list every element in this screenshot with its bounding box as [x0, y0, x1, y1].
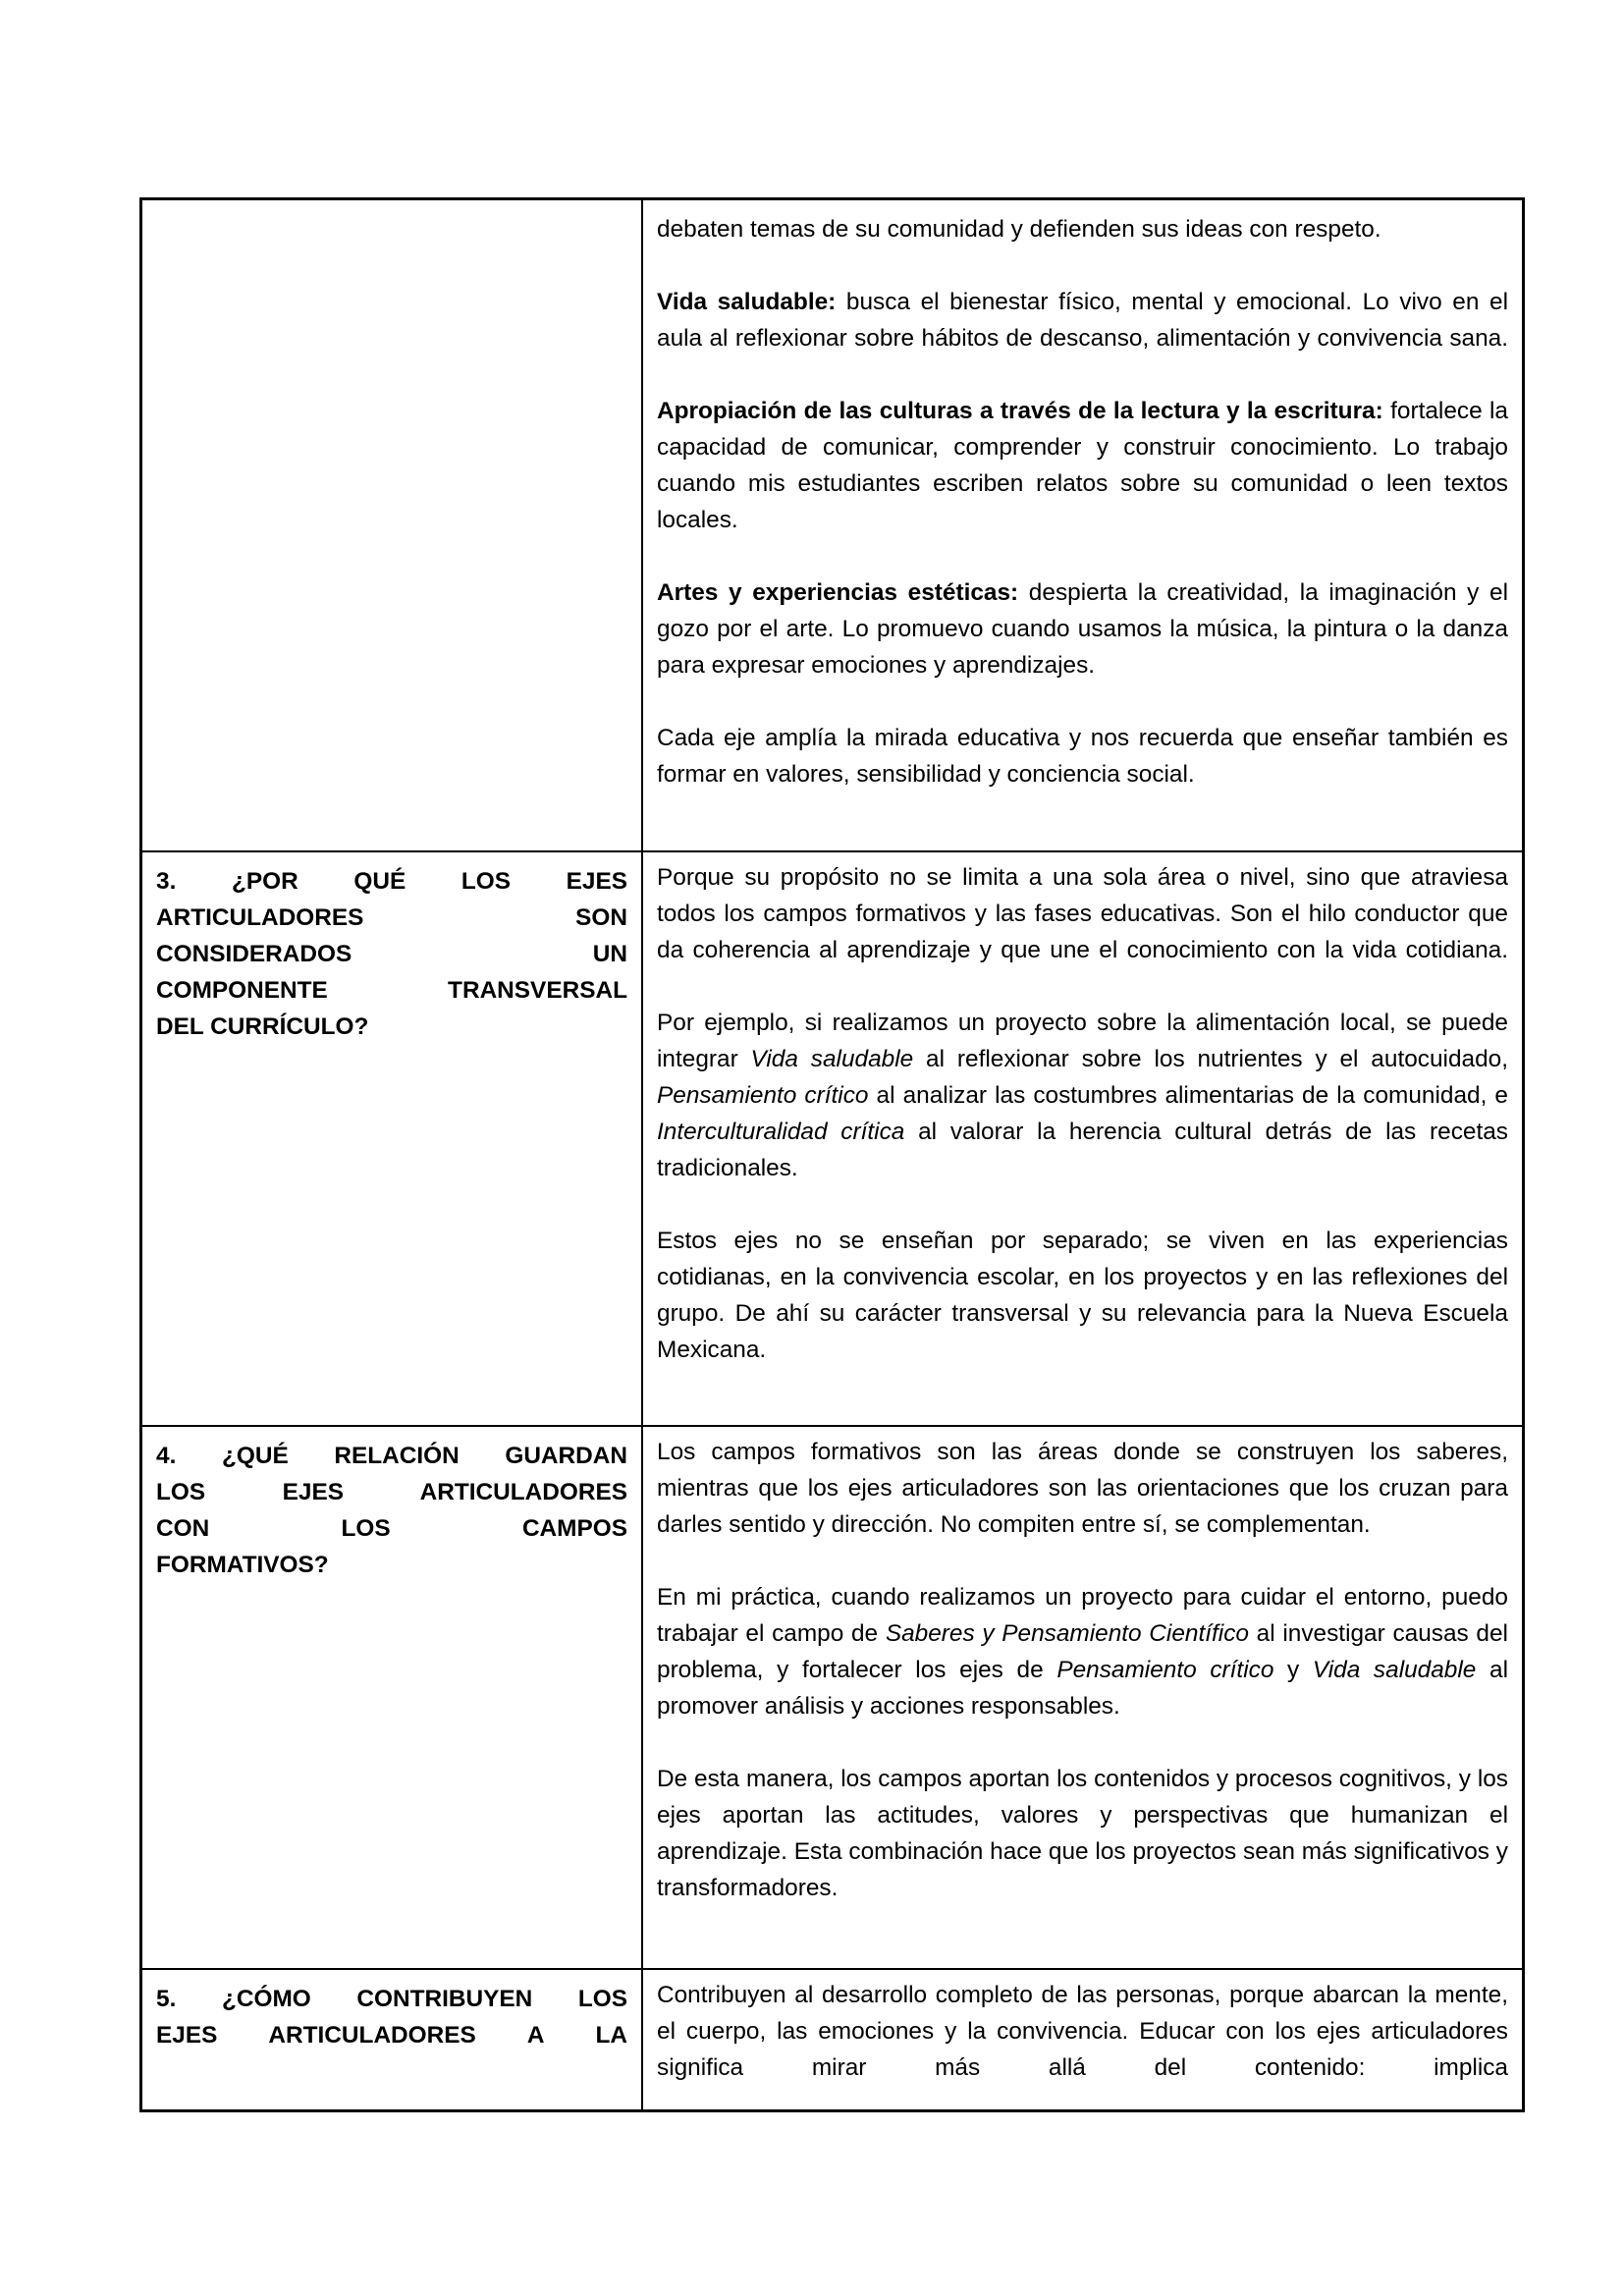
answer-paragraph: De esta manera, los campos aportan los contenidos y procesos cognitivos, y los ejes aportan las actitudes, valores y perspectivas que humanizan el aprendizaje. Esta combinación hace que los proyectos sean más significativos y transformadores. [657, 1766, 1508, 1901]
answer-paragraph [657, 574, 1508, 683]
answer-paragraph: Contribuyen al desarrollo completo de las personas, porque abarcan la mente, el cuerpo, las emociones y la convivencia. Educar con los ejes articuladores significa mirar más allá del contenido: implica [657, 1982, 1508, 2081]
text-run: Por ejemplo, si realizamos un proyecto sobre la alimentación local, se puede integrar [657, 1010, 1508, 1072]
axis-description: busca el bienestar físico, mental y emocional. Lo vivo en el aula al reflexionar sobre hábitos de descanso, alimentación y convivencia sana. [657, 289, 1509, 352]
question-cell [141, 851, 643, 1426]
axis-description: fortalece la capacidad de comunicar, comprender y construir conocimiento. Lo trabajo cuando mis estudiantes escriben relatos sobre su comunidad o leen textos locales. [657, 398, 1508, 533]
table-row [141, 851, 1524, 1426]
question-cell [141, 1426, 643, 1969]
answer-paragraph: Estos ejes no se enseñan por separado; se viven en las experiencias cotidianas, en la convivencia escolar, en los proyectos y en las reflexiones del grupo. De ahí su carácter transversal y su relevancia para la Nueva Escuela Mexicana. [657, 1228, 1508, 1363]
axis-title-artes: Artes y experiencias estéticas: [657, 579, 1019, 606]
text-run: y [1273, 1657, 1313, 1683]
question-text: ARTICULADORES SON [156, 904, 627, 931]
question-text: FORMATIVOS? [156, 1552, 329, 1578]
question-text: EJES ARTICULADORES A LA [156, 2022, 627, 2049]
axis-reference: Vida saludable [750, 1046, 914, 1072]
answer-paragraph: debaten temas de su comunidad y defienden sus ideas con respeto. [657, 216, 1381, 243]
answer-cell [642, 199, 1524, 852]
axis-reference: Vida saludable [1312, 1657, 1477, 1683]
text-run: al analizar las costumbres alimentarias de la comunidad, e [868, 1082, 1508, 1109]
table-row [141, 199, 1524, 852]
question-text: 4. ¿QUÉ RELACIÓN GUARDAN [156, 1443, 627, 1469]
question-text: DEL CURRÍCULO? [156, 1013, 369, 1040]
question-text: 5. ¿CÓMO CONTRIBUYEN LOS [156, 1986, 627, 2012]
text-run: al investigar causas del problema, y fortalecer los ejes de [657, 1620, 1508, 1683]
campo-reference: Saberes y Pensamiento Científico [885, 1620, 1249, 1647]
table-row [141, 1969, 1524, 2111]
question-text: CON LOS CAMPOS [156, 1515, 627, 1542]
answer-paragraph [657, 1579, 1508, 1724]
axis-reference: Pensamiento crítico [657, 1082, 869, 1109]
qa-table [139, 197, 1525, 2112]
answer-paragraph: Porque su propósito no se limita a una sola área o nivel, sino que atraviesa todos los campos formativos y las fases educativas. Son el hilo conductor que da coherencia al aprendizaje y que une el conocimiento con la vida cotidiana. [657, 864, 1508, 963]
text-run: En mi práctica, cuando realizamos un proyecto para cuidar el entorno, puedo trabajar el campo de [657, 1584, 1508, 1647]
answer-paragraph: Cada eje amplía la mirada educativa y nos recuerda que enseñar también es formar en valores, sensibilidad y conciencia social. [657, 725, 1508, 788]
text-run: al promover análisis y acciones responsables. [657, 1657, 1508, 1720]
question-cell [141, 199, 643, 852]
question-cell [141, 1969, 643, 2111]
axis-reference: Interculturalidad crítica [657, 1119, 905, 1145]
axis-title-apropiacion-culturas: Apropiación de las culturas a través de la lectura y la escritura: [657, 398, 1383, 424]
answer-paragraph [657, 284, 1508, 356]
axis-description: despierta la creatividad, la imaginación y el gozo por el arte. Lo promuevo cuando usamos la música, la pintura o la danza para expresar emociones y aprendizajes. [657, 579, 1508, 679]
question-text: LOS EJES ARTICULADORES [156, 1479, 627, 1505]
axis-title-vida-saludable: Vida saludable: [657, 289, 837, 315]
axis-reference: Pensamiento crítico [1056, 1657, 1274, 1683]
text-run: al reflexionar sobre los nutrientes y el autocuidado, [913, 1046, 1508, 1072]
question-text: CONSIDERADOS UN [156, 941, 627, 967]
question-text: 3. ¿POR QUÉ LOS EJES [156, 868, 627, 895]
answer-cell [642, 851, 1524, 1426]
text-run: al valorar la herencia cultural detrás de las recetas tradicionales. [657, 1119, 1508, 1181]
answer-paragraph [657, 393, 1508, 538]
answer-cell [642, 1426, 1524, 1969]
answer-cell [642, 1969, 1524, 2111]
question-text: COMPONENTE TRANSVERSAL [156, 977, 627, 1004]
answer-paragraph: Los campos formativos son las áreas donde se construyen los saberes, mientras que los ejes articuladores son las orientaciones que los cruzan para darles sentido y dirección. No compiten entre sí, se complementan. [657, 1439, 1508, 1538]
table-row [141, 1426, 1524, 1969]
answer-paragraph [657, 1005, 1508, 1186]
